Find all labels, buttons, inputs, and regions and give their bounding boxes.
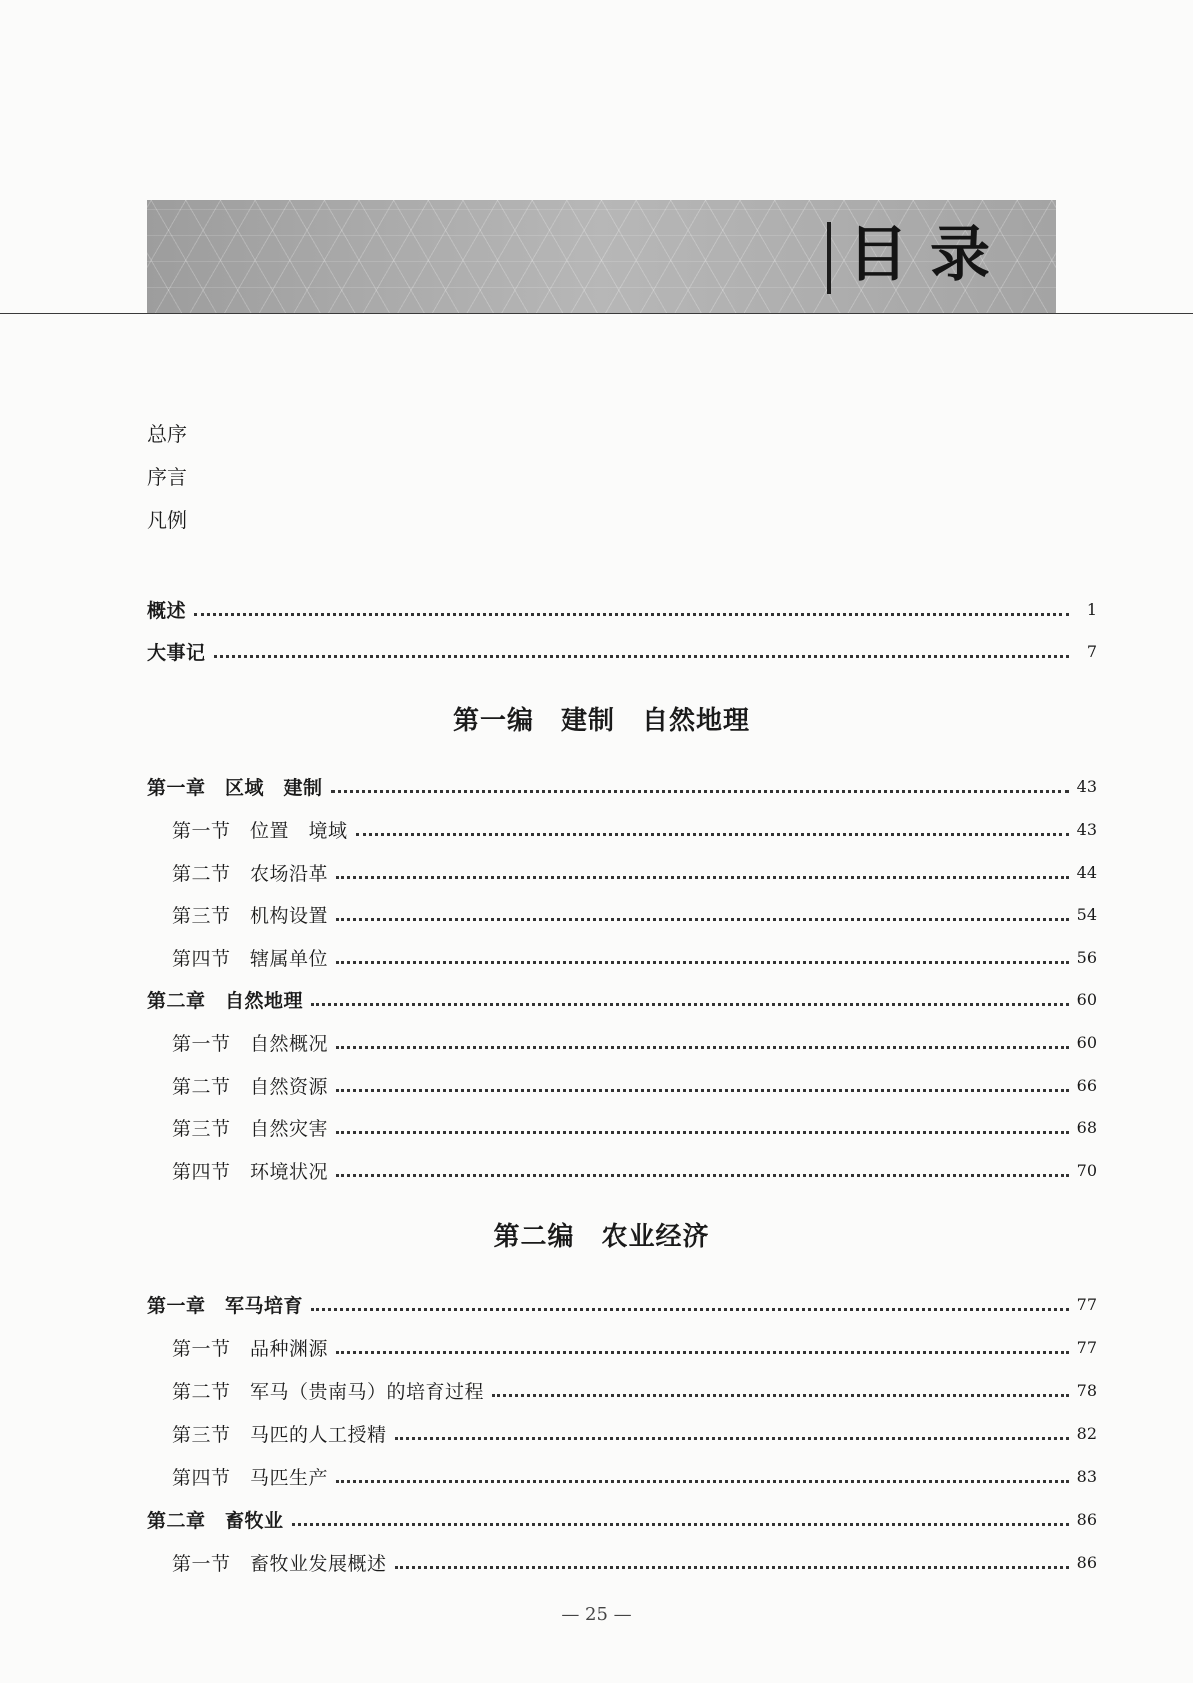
toc-section[interactable] — [172, 1418, 1097, 1448]
toc-section[interactable] — [172, 1112, 1097, 1142]
toc-section[interactable] — [172, 1070, 1097, 1100]
toc-section[interactable] — [172, 899, 1097, 929]
toc-chapter[interactable] — [147, 1289, 1097, 1319]
toc-entry-page: 66 — [1076, 1075, 1097, 1095]
page-number: — 25 — — [561, 1604, 632, 1625]
toc-section[interactable] — [172, 1027, 1097, 1057]
toc-entry-page: 83 — [1076, 1466, 1097, 1486]
toc-entry-label: 第四节 马匹生产 — [172, 1466, 329, 1489]
toc-entry-page: 68 — [1076, 1117, 1097, 1137]
dot-leader — [336, 862, 1069, 879]
toc-chapter[interactable] — [147, 771, 1097, 801]
toc-entry-page: 1 — [1086, 599, 1097, 619]
part-title[interactable]: 第一编 建制 自然地理 — [452, 706, 750, 736]
toc-entry-page: 70 — [1076, 1160, 1097, 1180]
toc-entry-label: 第一节 畜牧业发展概述 — [172, 1552, 387, 1575]
toc-entry-label: 第三节 自然灾害 — [172, 1117, 329, 1140]
toc-entry-page: 60 — [1076, 1032, 1097, 1052]
dot-leader — [336, 947, 1069, 964]
dot-leader — [336, 904, 1069, 921]
dot-leader — [395, 1552, 1069, 1569]
toc-section[interactable] — [172, 857, 1097, 887]
toc-entry-page: 54 — [1076, 904, 1097, 924]
page-title: 目录 — [848, 220, 1012, 290]
toc-entry-page: 60 — [1076, 989, 1097, 1009]
toc-entry-label: 第二节 自然资源 — [172, 1075, 329, 1098]
toc-entry-label: 第一章 区域 建制 — [147, 776, 323, 799]
toc-entry-page: 86 — [1076, 1509, 1097, 1529]
toc-section[interactable] — [172, 1332, 1097, 1362]
dot-leader — [336, 1032, 1069, 1049]
toc-entry-label: 第三节 马匹的人工授精 — [172, 1423, 387, 1446]
toc-chapter[interactable] — [147, 984, 1097, 1014]
toc-section[interactable] — [172, 814, 1097, 844]
toc-entry-page: 77 — [1076, 1337, 1097, 1357]
toc-entry-label: 第二节 农场沿革 — [172, 862, 329, 885]
dot-leader — [336, 1337, 1069, 1354]
dot-leader — [395, 1423, 1069, 1440]
toc-entry-label: 第一节 自然概况 — [172, 1032, 329, 1055]
toc-entry-label: 第三节 机构设置 — [172, 904, 329, 927]
toc-entry-label: 第二章 自然地理 — [147, 989, 304, 1012]
dot-leader — [356, 819, 1069, 836]
part-title[interactable]: 第二编 农业经济 — [493, 1222, 710, 1252]
front-matter-item[interactable]: 序言 — [147, 465, 187, 489]
dot-leader — [292, 1509, 1069, 1526]
dot-leader — [214, 641, 1069, 658]
toc-entry[interactable] — [147, 636, 1097, 666]
toc-chapter[interactable] — [147, 1504, 1097, 1534]
banner-accent-bar — [827, 222, 831, 294]
front-matter-item[interactable]: 总序 — [147, 422, 187, 446]
toc-section[interactable] — [172, 1461, 1097, 1491]
toc-entry-page: 86 — [1076, 1552, 1097, 1572]
dot-leader — [311, 1294, 1069, 1311]
toc-entry-page: 77 — [1076, 1294, 1097, 1314]
toc-entry-label: 第一节 品种渊源 — [172, 1337, 329, 1360]
dot-leader — [336, 1466, 1069, 1483]
toc-section[interactable] — [172, 1375, 1097, 1405]
toc-entry-label: 第四节 环境状况 — [172, 1160, 329, 1183]
dot-leader — [331, 776, 1069, 793]
dot-leader — [336, 1117, 1069, 1134]
toc-entry-label: 第一节 位置 境域 — [172, 819, 348, 842]
toc-entry-page: 44 — [1076, 862, 1097, 882]
dot-leader — [194, 599, 1069, 616]
dot-leader — [336, 1160, 1069, 1177]
toc-entry-label: 第一章 军马培育 — [147, 1294, 304, 1317]
toc-entry-page: 43 — [1076, 776, 1097, 796]
toc-entry-page: 56 — [1076, 947, 1097, 967]
toc-entry-label: 第四节 辖属单位 — [172, 947, 329, 970]
toc-entry-label: 概述 — [147, 599, 187, 622]
toc-entry-label: 大事记 — [147, 641, 206, 664]
header-rule — [0, 313, 1193, 314]
toc-entry-page: 78 — [1076, 1380, 1097, 1400]
toc-entry-label: 第二节 军马（贵南马）的培育过程 — [172, 1380, 485, 1403]
dot-leader — [492, 1380, 1069, 1397]
toc-section[interactable] — [172, 1547, 1097, 1577]
toc-entry-page: 7 — [1086, 641, 1097, 661]
dot-leader — [311, 989, 1069, 1006]
dot-leader — [336, 1075, 1069, 1092]
toc-entry[interactable] — [147, 594, 1097, 624]
front-matter-item[interactable]: 凡例 — [147, 508, 187, 532]
toc-section[interactable] — [172, 942, 1097, 972]
toc-entry-page: 43 — [1076, 819, 1097, 839]
toc-entry-page: 82 — [1076, 1423, 1097, 1443]
toc-section[interactable] — [172, 1155, 1097, 1185]
toc-entry-label: 第二章 畜牧业 — [147, 1509, 284, 1532]
